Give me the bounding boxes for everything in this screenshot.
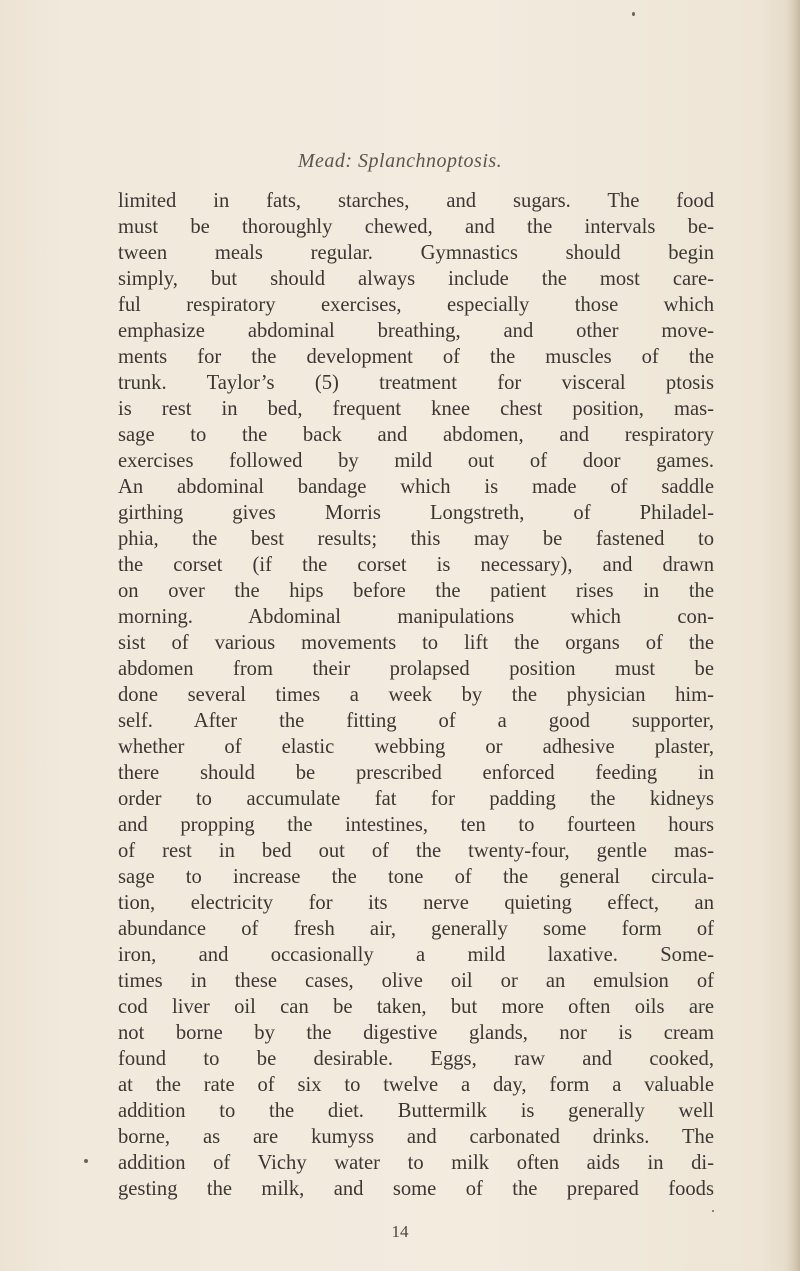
running-head: Mead: Splanchnoptosis. [297, 150, 503, 172]
text-line: exercises followed by mild out of door games. [118, 450, 714, 472]
text-line: of rest in bed out of the twenty-four, gentle mas- [118, 840, 714, 862]
text-line: trunk. Taylor’s (5) treatment for visceral ptosis [118, 372, 714, 394]
text-line: times in these cases, olive oil or an emulsion of [118, 970, 714, 992]
text-line: sage to increase the tone of the general circula- [118, 866, 714, 888]
text-line: morning. Abdominal manipulations which con- [118, 606, 714, 628]
text-line: sist of various movements to lift the organs of the [118, 632, 714, 654]
text-line: tion, electricity for its nerve quieting effect, an [118, 892, 714, 914]
text-line: addition to the diet. Buttermilk is generally well [118, 1100, 714, 1122]
text-line: must be thoroughly chewed, and the intervals be- [118, 216, 714, 238]
text-line: done several times a week by the physician him- [118, 684, 714, 706]
text-line: there should be prescribed enforced feeding in [118, 762, 714, 784]
text-line: found to be desirable. Eggs, raw and cooked, [118, 1048, 714, 1070]
text-line: on over the hips before the patient rises in the [118, 580, 714, 602]
text-line: girthing gives Morris Longstreth, of Philadel- [118, 502, 714, 524]
page-number: 14 [391, 1222, 409, 1241]
text-line: order to accumulate fat for padding the kidneys [118, 788, 714, 810]
text-line: limited in fats, starches, and sugars. The food [118, 190, 714, 212]
text-line: ful respiratory exercises, especially those which [118, 294, 714, 316]
text-line: at the rate of six to twelve a day, form a valuable [118, 1074, 714, 1096]
text-line: not borne by the digestive glands, nor is cream [118, 1022, 714, 1044]
text-line: and propping the intestines, ten to fourteen hours [118, 814, 714, 836]
text-line: simply, but should always include the most care- [118, 268, 714, 290]
text-line: the corset (if the corset is necessary), and drawn [118, 554, 714, 576]
text-line: abdomen from their prolapsed position must be [118, 658, 714, 680]
text-line: addition of Vichy water to milk often aids in di- [118, 1152, 714, 1174]
paper-speck [712, 1210, 714, 1212]
text-line: borne, as are kumyss and carbonated drinks. The [118, 1126, 714, 1148]
text-line: gesting the milk, and some of the prepared foods [118, 1178, 714, 1200]
text-line: is rest in bed, frequent knee chest position, mas- [118, 398, 714, 420]
text-line: tween meals regular. Gymnastics should begin [118, 242, 714, 264]
paper-speck [84, 1159, 88, 1163]
text-line: abundance of fresh air, generally some form of [118, 918, 714, 940]
text-line: emphasize abdominal breathing, and other move- [118, 320, 714, 342]
text-line: whether of elastic webbing or adhesive plaster, [118, 736, 714, 758]
paper-speck [632, 12, 635, 16]
text-line: An abdominal bandage which is made of saddle [118, 476, 714, 498]
body-text [118, 188, 714, 1202]
page-edge-shadow [786, 0, 800, 1271]
text-line: self. After the fitting of a good supporter, [118, 710, 714, 732]
text-line: phia, the best results; this may be fastened to [118, 528, 714, 550]
text-line: iron, and occasionally a mild laxative. Some- [118, 944, 714, 966]
text-line: sage to the back and abdomen, and respiratory [118, 424, 714, 446]
text-line: ments for the development of the muscles of the [118, 346, 714, 368]
text-line: cod liver oil can be taken, but more often oils are [118, 996, 714, 1018]
